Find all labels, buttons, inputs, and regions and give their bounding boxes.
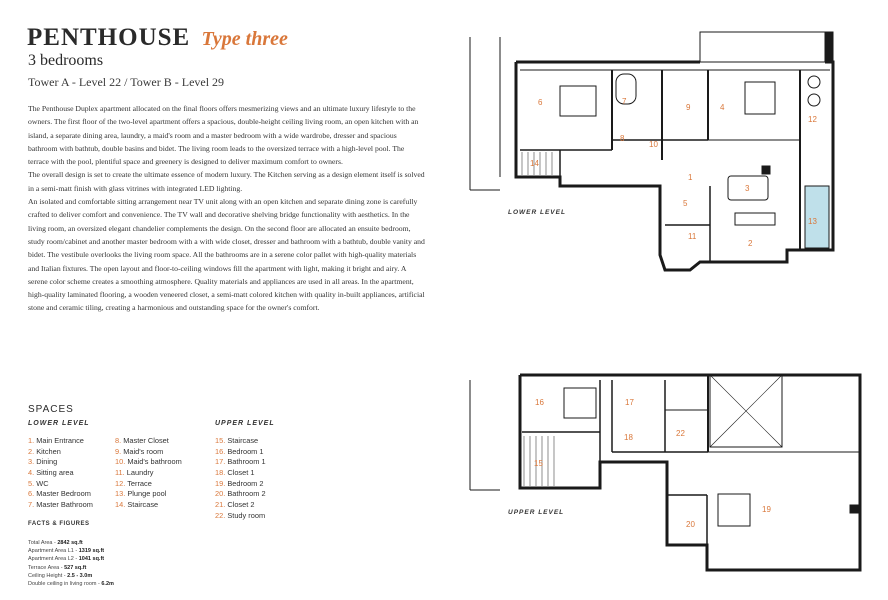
- room-number: 1: [688, 173, 693, 182]
- room-number: 5: [683, 199, 688, 208]
- space-item: 6. Master Bedroom: [28, 489, 91, 499]
- space-item: 3. Dining: [28, 457, 58, 467]
- space-item: 20. Bathroom 2: [215, 489, 266, 499]
- space-item: 14. Staircase: [115, 500, 159, 510]
- fact-row: Ceiling Height - 2.5 - 3.0m: [28, 572, 93, 579]
- upper-level-label: UPPER LEVEL: [508, 509, 565, 516]
- space-item: 8. Master Closet: [115, 436, 169, 445]
- bedrooms-subtitle: 3 bedrooms: [28, 52, 104, 69]
- description-paragraph: An isolated and comfortable sitting arrangement near TV unit along with an open kitchen and separate dining zone is carefully crafted to deliver comfort and convenience. The TV wall and decorative shelving bridge functionality with aesthetics. In the living room, an oversized elegant chandelier complements the design. On the second floor are allocated an ensuite bedroom, study room/cabinet and another master bedroom with a with wide closet, dresser and bathroom with a bathtub, double vanity and bidet. The vestibule overlooks the living room space. All the bathrooms are in a serene color pallet with high-quality materials and Italian fixtures. The open layout and floor-to-ceiling windows fill the apartment with light, making it bright and airy. A serene color scheme creates a smoothing atmosphere. Quality materials and appliances are used in all areas. In the apartment, high-quality laminated flooring, a wooden veneered closet, a semi-matt colored kitchen with quality in-built appliances, artificial stone and ceramic tiling, creating a harmonious and outstanding space for the owner's comfort.: [28, 197, 425, 313]
- room-number: 2: [748, 239, 753, 248]
- space-item: 4. Sitting area: [28, 468, 74, 478]
- space-item: 2. Kitchen: [28, 446, 61, 456]
- lower-level-heading: LOWER LEVEL: [28, 420, 90, 427]
- upper-level-heading: UPPER LEVEL: [215, 420, 275, 427]
- space-item: 19. Bedroom 2: [215, 478, 264, 488]
- fact-row: Apartment Area L1 - 1319 sq.ft: [28, 548, 105, 555]
- facts-heading: FACTS & FIGURES: [28, 521, 90, 527]
- fact-row: Terrace Area - 527 sq.ft: [28, 564, 87, 571]
- room-number: 10: [649, 140, 658, 149]
- room-number: 4: [720, 103, 725, 112]
- fact-row: Total Area - 2842 sq.ft: [28, 540, 83, 546]
- room-number: 17: [625, 398, 634, 407]
- space-item: 13. Plunge pool: [115, 489, 167, 499]
- room-number: 13: [808, 217, 817, 226]
- space-item: 12. Terrace: [115, 478, 152, 488]
- room-number: 20: [686, 520, 695, 529]
- fact-row: Apartment Area L2 - 1041 sq.ft: [28, 556, 105, 563]
- lower-level-label: LOWER LEVEL: [508, 209, 566, 216]
- room-number: 8: [620, 134, 625, 143]
- room-number: 7: [622, 97, 627, 106]
- tower-levels: Tower A - Level 22 / Tower B - Level 29: [28, 75, 225, 89]
- fact-row: Double ceiling in living room - 6.2m: [28, 580, 114, 587]
- space-item: 5. WC: [28, 478, 49, 488]
- space-item: 22. Study room: [215, 510, 266, 520]
- spaces-heading: SPACES: [28, 404, 74, 415]
- space-item: 21. Closet 2: [215, 500, 255, 510]
- room-number: 6: [538, 98, 543, 107]
- room-number: 15: [534, 459, 543, 468]
- room-number: 3: [745, 184, 750, 193]
- space-item: 11. Laundry: [115, 468, 154, 478]
- space-item: 17. Bathroom 1: [215, 457, 266, 467]
- room-number: 9: [686, 103, 691, 112]
- upper-level-plan: [470, 375, 860, 570]
- space-item: 15. Staircase: [215, 436, 259, 445]
- title-main: PENTHOUSE: [27, 24, 191, 51]
- room-number: 14: [530, 159, 539, 168]
- room-number: 19: [762, 505, 771, 514]
- description-paragraph: The overall design is set to create the ultimate essence of modern luxury. The Kitchen serving as a design element itself is solved in a semi-matt finish with glass vitrines with integrated LED lighting.: [28, 170, 425, 193]
- lower-level-plan: [470, 32, 833, 270]
- room-number: 16: [535, 398, 544, 407]
- space-item: 18. Closet 1: [215, 468, 255, 478]
- space-item: 10. Maid's bathroom: [115, 457, 182, 467]
- room-number: 22: [676, 429, 685, 438]
- space-item: 7. Master Bathroom: [28, 500, 93, 510]
- room-number: 18: [624, 433, 633, 442]
- title-type: Type three: [201, 28, 288, 50]
- room-number: 11: [688, 232, 697, 241]
- description-paragraph: The Penthouse Duplex apartment allocated on the final floors offers mesmerizing views and an ultimate luxury lifestyle to the owners. The first floor of the two-level apartment offers a spacious, double-height ceiling living room, an open kitchen with an island, a separate dining area, laundry, a maid's room and a master bedroom with a wide wardrobe, dresser and spacious bathroom with bathtub, double basins and bidet. The living room leads to the oversized terrace with a high-level pool. The terrace with the pool, plentiful space and greenery is designed to deliver maximum comfort to owners.: [28, 104, 419, 167]
- space-item: 16. Bedroom 1: [215, 446, 264, 456]
- space-item: 9. Maid's room: [115, 446, 164, 456]
- space-item: 1. Main Entrance: [28, 436, 84, 445]
- room-number: 12: [808, 115, 817, 124]
